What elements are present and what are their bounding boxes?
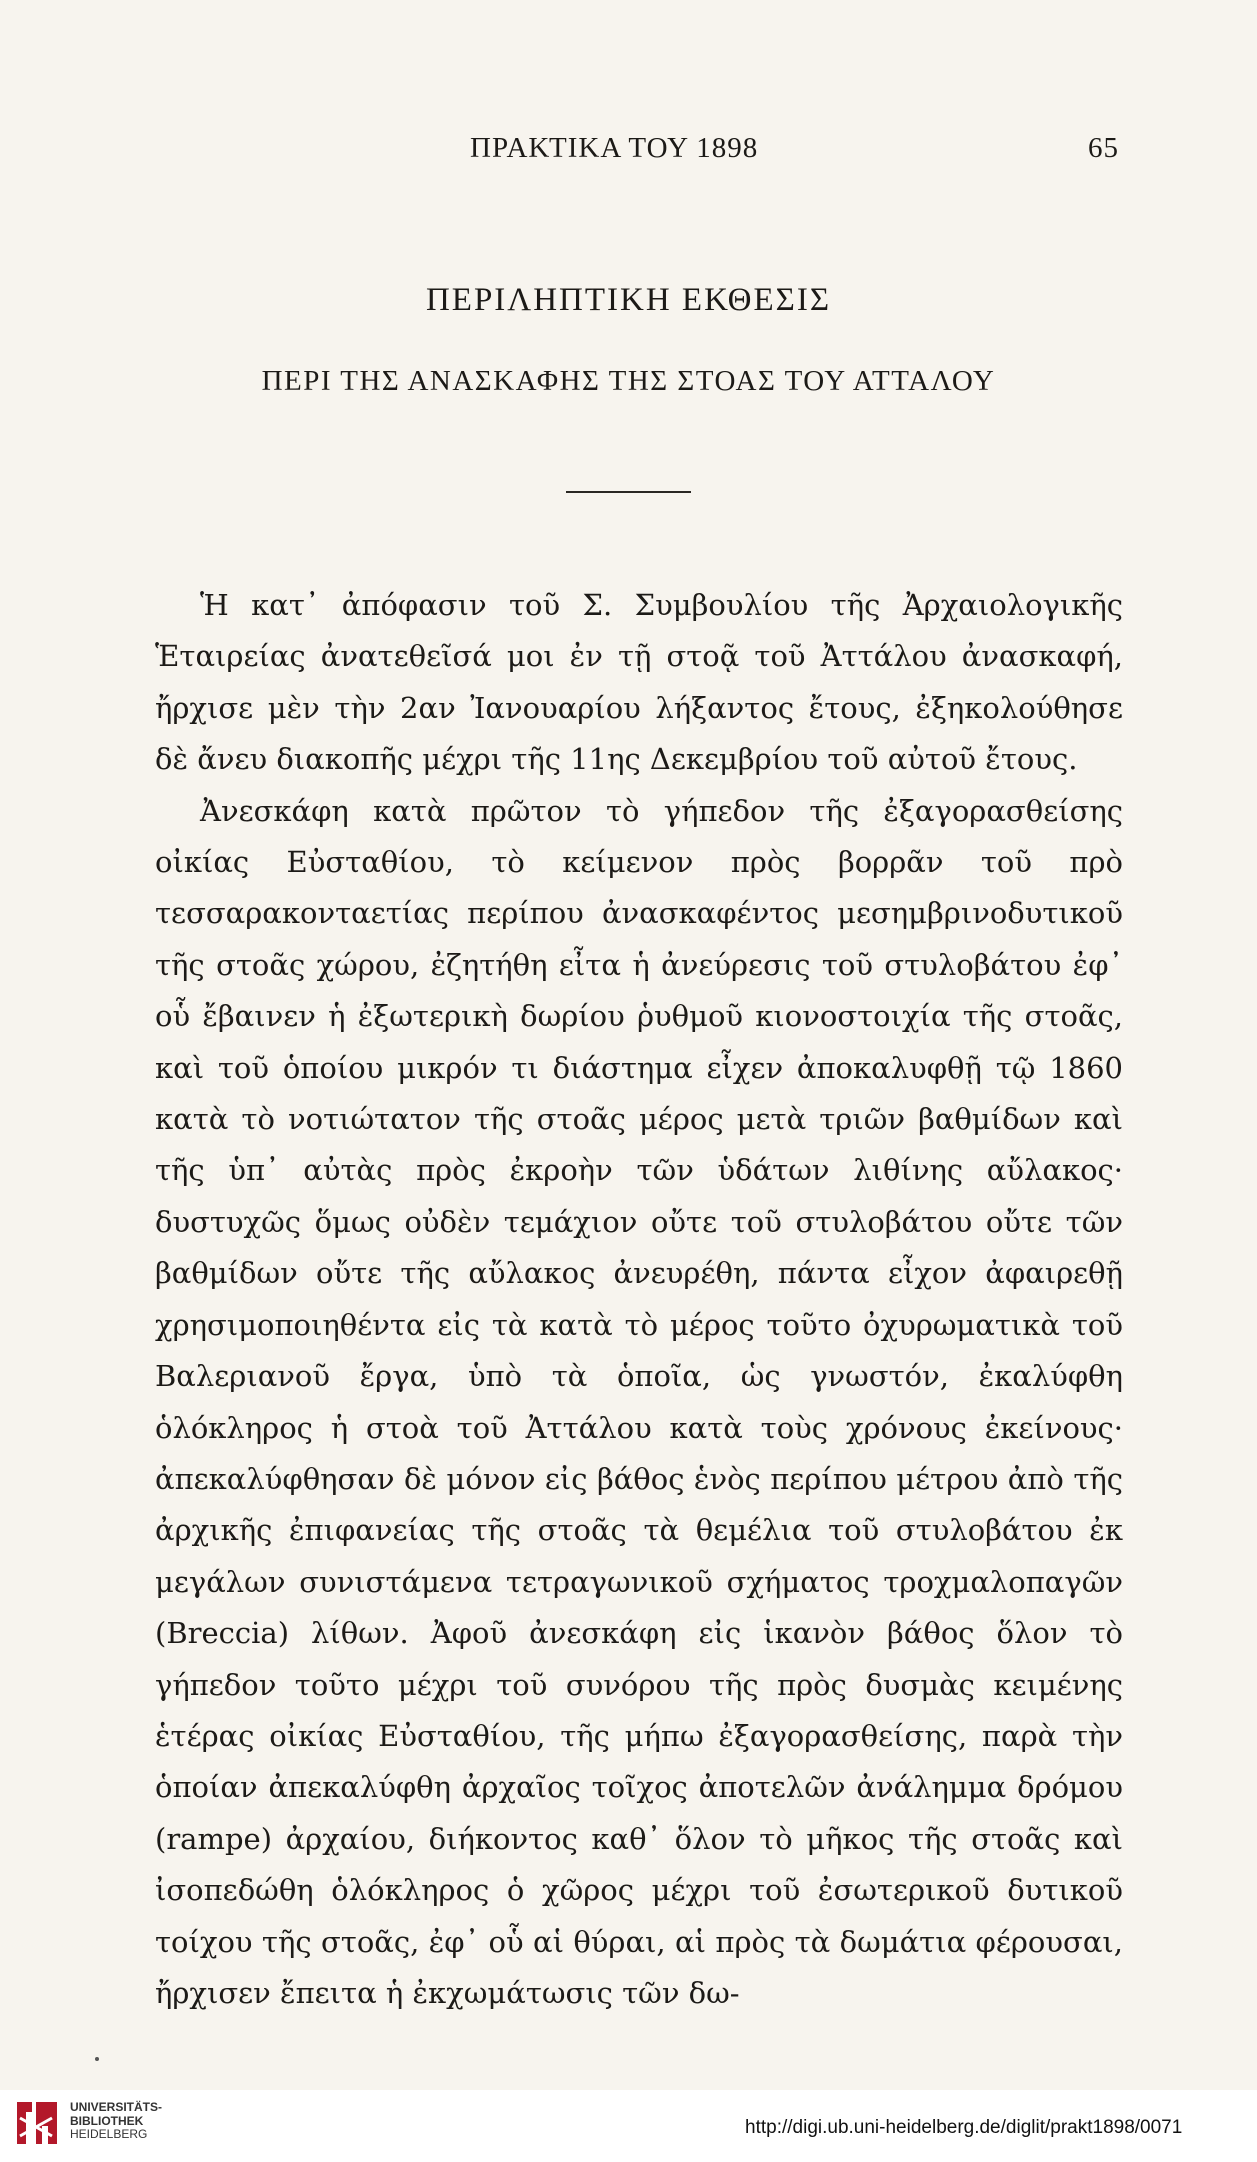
running-title: ΠΡΑΚΤΙΚΑ ΤΟΥ 1898 <box>470 132 759 164</box>
title-rule <box>566 491 691 493</box>
body-text <box>155 580 1123 2019</box>
running-head <box>0 132 1257 172</box>
library-name-line-2: BIBLIOTHEK <box>70 2113 144 2128</box>
page-number: 65 <box>1088 132 1119 164</box>
stray-ink-mark <box>95 2057 99 2061</box>
source-url[interactable]: http://digi.ub.uni-heidelberg.de/diglit/prakt1898/0071 <box>745 2117 1183 2138</box>
library-name-line-3: HEIDELBERG <box>70 2127 148 2141</box>
footer <box>0 2090 1257 2162</box>
document-subtitle: ΠΕΡΙ ΤΗΣ ΑΝΑΣΚΑΦΗΣ ΤΗΣ ΣΤΟΑΣ ΤΟΥ ΑΤΤΑΛΟΥ <box>261 365 996 397</box>
paragraph-2: Ἀνεσκάφη κατὰ πρῶτον τὸ γήπεδον τῆς ἐξαγορασθείσης οἰκίας Εὐσταθίου, τὸ κείμενον πρὸς βορρᾶν τοῦ πρὸ τεσσαρακονταετίας περίπου ἀνασκαφέντος μεσημβρινοδυτικοῦ τῆς στοᾶς χώρου, ἐζητήθη εἶτα ἡ ἀνεύρεσις τοῦ στυλοβάτου ἐφ᾿ οὗ ἔβαινεν ἡ ἐξωτερικὴ δωρίου ῥυθμοῦ κιονοστοιχία τῆς στοᾶς, καὶ τοῦ ὁποίου μικρόν τι διάστημα εἶχεν ἀποκαλυφθῇ τῷ 1860 κατὰ τὸ νοτιώτατον τῆς στοᾶς μέρος μετὰ τριῶν βαθμίδων καὶ τῆς ὑπ᾿ αὐτὰς πρὸς ἐκροὴν τῶν ὑδάτων λιθίνης αὔλακος· δυστυχῶς ὅμως οὐδὲν τεμάχιον οὔτε τοῦ στυλοβάτου οὔτε τῶν βαθμίδων οὔτε τῆς αὔλακος ἀνευρέθη, πάντα εἶχον ἀφαιρεθῇ χρησιμοποιηθέντα εἰς τὰ κατὰ τὸ μέρος τοῦτο ὀχυρωματικὰ τοῦ Βαλεριανοῦ ἔργα, ὑπὸ τὰ ὁποῖα, ὡς γνωστόν, ἐκαλύφθη ὁλόκληρος ἡ στοὰ τοῦ Ἀττάλου κατὰ τοὺς χρόνους ἐκείνους· ἀπεκαλύφθησαν δὲ μόνον εἰς βάθος ἑνὸς περίπου μέτρου ἀπὸ τῆς ἀρχικῆς ἐπιφανείας τῆς στοᾶς τὰ θεμέλια τοῦ στυλοβάτου ἐκ μεγάλων συνιστάμενα τετραγωνικοῦ σχήματος τροχμαλοπαγῶν (Breccia) λίθων. Ἀφοῦ ἀνεσκάφη εἰς ἱκανὸν βάθος ὅλον τὸ γήπεδον τοῦτο μέχρι τοῦ συνόρου τῆς πρὸς δυσμὰς κειμένης ἑτέρας οἰκίας Εὐσταθίου, τῆς μήπω ἐξαγορασθείσης, παρὰ τὴν ὁποίαν ἀπεκαλύφθη ἀρχαῖος τοῖχος ἀποτελῶν ἀνάλημμα δρόμου (rampe) ἀρχαίου, διήκοντος καθ᾿ ὅλον τὸ μῆκος τῆς στοᾶς καὶ ἰσοπεδώθη ὁλόκληρος ὁ χῶρος μέχρι τοῦ ἐσωτερικοῦ δυτικοῦ τοίχου τῆς στοᾶς, ἐφ᾿ οὗ αἱ θύραι, αἱ πρὸς τὰ δωμάτια φέρουσαι, ἤρχισεν ἔπειτα ἡ ἐκχωμάτωσις τῶν δω- <box>155 793 1123 2010</box>
heidelberg-library-logo-icon <box>12 2096 62 2152</box>
paragraph-1: Ἡ κατ᾿ ἀπόφασιν τοῦ Σ. Συμβουλίου τῆς Ἀρχαιολογικῆς Ἑταιρείας ἀνατεθεῖσά μοι ἐν τῇ στοᾷ τοῦ Ἀττάλου ἀνασκαφή, ἤρχισε μὲν τὴν 2αν Ἰανουαρίου λήξαντος ἔτους, ἐξηκολούθησε δὲ ἄνευ διακοπῆς μέχρι τῆς 11ης Δεκεμβρίου τοῦ αὐτοῦ ἔτους. <box>155 588 1123 777</box>
library-name <box>70 2101 162 2142</box>
document-title: ΠΕΡΙΛΗΠΤΙΚΗ ΕΚΘΕΣΙΣ <box>425 282 832 318</box>
library-name-line-1: UNIVERSITÄTS- <box>70 2100 163 2114</box>
